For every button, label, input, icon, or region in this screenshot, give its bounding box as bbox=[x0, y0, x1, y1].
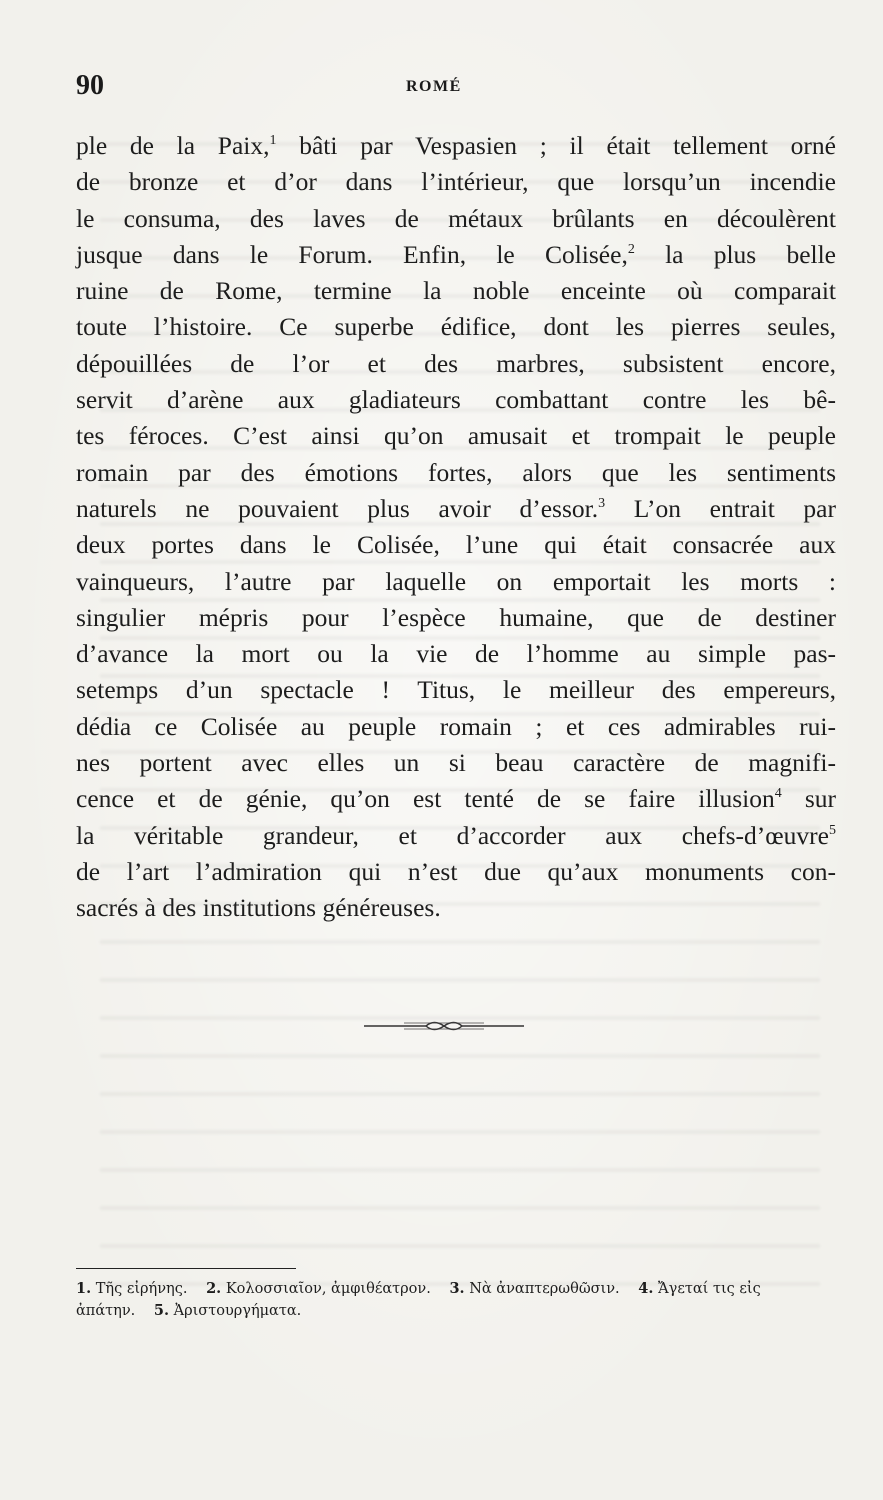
text-line bbox=[76, 564, 836, 600]
text-segment: la véritable grandeur, et d’accorder aux chefs-d’œuvre bbox=[76, 820, 829, 850]
text-segment: cence et de génie, qu’on est tenté de se faire illusion bbox=[76, 784, 775, 814]
text-segment: dépouillées de l’or et des marbres, subsistent encore, bbox=[76, 348, 836, 378]
text-line bbox=[76, 346, 836, 382]
text-segment: setemps d’un spectacle ! Titus, le meilleur des empereurs, bbox=[76, 675, 836, 705]
text-segment: jusque dans le Forum. Enfin, le Colisée, bbox=[76, 239, 628, 269]
text-segment: deux portes dans le Colisée, l’une qui était consacrée aux bbox=[76, 530, 836, 560]
text-segment: d’avance la mort ou la vie de l’homme au simple pas- bbox=[76, 639, 836, 669]
text-line bbox=[76, 309, 836, 345]
text-line bbox=[76, 455, 836, 491]
footnote-text: Ἀριστουργήματα. bbox=[173, 1303, 302, 1319]
text-segment: ple de la Paix, bbox=[76, 131, 270, 160]
text-segment: le consuma, des laves de métaux brûlants en découlèrent bbox=[76, 203, 836, 233]
page-number: 90 bbox=[76, 70, 104, 101]
text-segment: sacrés à des institutions généreuses. bbox=[76, 893, 441, 923]
text-line bbox=[76, 418, 836, 454]
footnote-rule bbox=[76, 1268, 296, 1269]
footnote-number: 5. bbox=[153, 1302, 169, 1319]
text-segment: ruine de Rome, termine la noble enceinte où comparait bbox=[76, 276, 836, 306]
footnote-line bbox=[76, 1300, 836, 1322]
footnote-text: Ἄγεταί τις εἰς bbox=[658, 1281, 761, 1297]
footnote-text: Τῆς εἰρήνης. bbox=[95, 1281, 188, 1297]
text-line bbox=[76, 382, 836, 418]
text-line bbox=[76, 491, 836, 527]
running-head bbox=[76, 70, 836, 104]
text-line bbox=[76, 781, 836, 817]
text-line bbox=[76, 201, 836, 237]
footnote-marker: 3 bbox=[598, 495, 606, 511]
text-segment: la plus belle bbox=[634, 239, 837, 269]
footnote-number: 2. bbox=[206, 1280, 222, 1297]
text-line bbox=[76, 672, 836, 708]
text-line bbox=[76, 636, 836, 672]
text-line bbox=[76, 709, 836, 745]
text-line bbox=[76, 128, 836, 164]
text-line bbox=[76, 890, 836, 926]
text-segment: toute l’histoire. Ce superbe édifice, dont les pierres seules, bbox=[76, 312, 836, 342]
running-title: ROMÉ bbox=[406, 78, 462, 95]
section-ornament bbox=[364, 1016, 524, 1036]
footnote-line bbox=[76, 1278, 836, 1300]
footnote-number: 3. bbox=[449, 1280, 465, 1297]
text-segment: naturels ne pouvaient plus avoir d’essor. bbox=[76, 493, 599, 523]
text-segment: nes portent avec elles un si beau caractère de magnifi- bbox=[76, 748, 836, 778]
text-segment: vainqueurs, l’autre par laquelle on emportait les morts : bbox=[76, 566, 836, 596]
main-paragraph bbox=[76, 128, 836, 927]
text-segment: de l’art l’admiration qui n’est due qu’aux monuments con- bbox=[76, 856, 836, 886]
footnote-text: ἀπάτην. bbox=[76, 1303, 136, 1319]
footnote-text: Κολοσσιαῖον, ἀμφιθέατρον. bbox=[225, 1281, 431, 1297]
text-line bbox=[76, 854, 836, 890]
text-line bbox=[76, 527, 836, 563]
text-segment: L’on entrait par bbox=[605, 493, 836, 523]
text-segment: dédia ce Colisée au peuple romain ; et ces admirables rui- bbox=[76, 711, 836, 741]
footnote-number: 1. bbox=[76, 1280, 92, 1297]
text-segment: servit d’arène aux gladiateurs combattant contre les bê- bbox=[76, 385, 836, 415]
text-line bbox=[76, 164, 836, 200]
text-line bbox=[76, 745, 836, 781]
text-segment: bâti par Vespasien ; il était tellement orné bbox=[276, 131, 836, 160]
text-line bbox=[76, 237, 836, 273]
text-segment: sur bbox=[781, 784, 836, 814]
text-line bbox=[76, 273, 836, 309]
footnote-marker: 4 bbox=[774, 786, 782, 802]
footnote-marker: 5 bbox=[829, 822, 836, 838]
footnote-marker: 2 bbox=[627, 241, 635, 257]
text-segment: romain par des émotions fortes, alors que les sentiments bbox=[76, 457, 836, 487]
footnote-number: 4. bbox=[638, 1280, 654, 1297]
footnotes bbox=[76, 1278, 836, 1322]
text-segment: tes féroces. C’est ainsi qu’on amusait et trompait le peuple bbox=[76, 421, 836, 451]
text-line bbox=[76, 818, 836, 854]
footnote-marker: 1 bbox=[269, 133, 277, 148]
text-segment: singulier mépris pour l’espèce humaine, que de destiner bbox=[76, 602, 836, 632]
text-segment: de bronze et d’or dans l’intérieur, que lorsqu’un incendie bbox=[76, 167, 836, 197]
footnote-text: Νὰ ἀναπτερωθῶσιν. bbox=[469, 1281, 620, 1297]
text-line bbox=[76, 600, 836, 636]
